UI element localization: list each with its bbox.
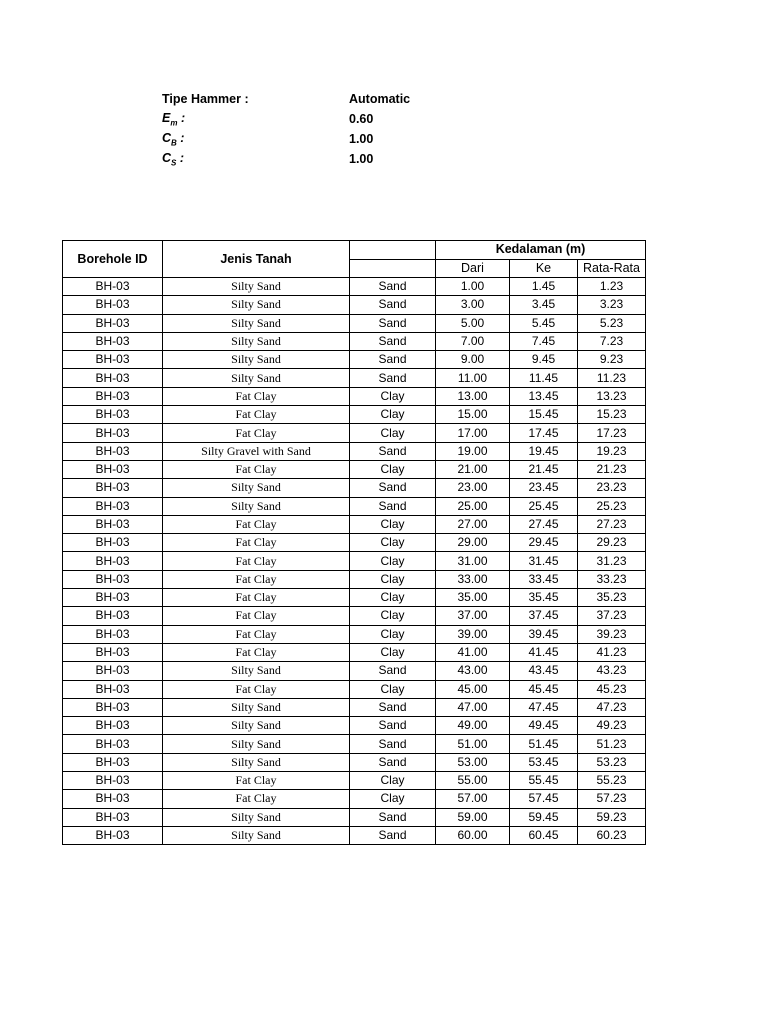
table-row bbox=[63, 552, 646, 570]
cell-jenis-tanah: Silty Sand bbox=[163, 497, 350, 515]
cell-classification: Sand bbox=[350, 717, 436, 735]
cell-jenis-tanah: Fat Clay bbox=[163, 552, 350, 570]
cell-jenis-tanah: Fat Clay bbox=[163, 570, 350, 588]
param-value: Automatic bbox=[349, 92, 411, 106]
cell-dari: 19.00 bbox=[436, 442, 510, 460]
cell-borehole-id: BH-03 bbox=[63, 826, 163, 844]
cell-classification: Clay bbox=[350, 515, 436, 533]
cell-jenis-tanah: Fat Clay bbox=[163, 424, 350, 442]
cell-jenis-tanah: Fat Clay bbox=[163, 515, 350, 533]
cell-ke: 9.45 bbox=[510, 351, 578, 369]
cell-classification: Sand bbox=[350, 808, 436, 826]
header-dari: Dari bbox=[436, 259, 510, 278]
cell-classification: Clay bbox=[350, 643, 436, 661]
cell-rata-rata: 1.23 bbox=[578, 278, 646, 296]
cell-rata-rata: 9.23 bbox=[578, 351, 646, 369]
cell-ke: 37.45 bbox=[510, 607, 578, 625]
cell-ke: 39.45 bbox=[510, 625, 578, 643]
cell-classification: Clay bbox=[350, 607, 436, 625]
table-row bbox=[63, 460, 646, 478]
cell-ke: 27.45 bbox=[510, 515, 578, 533]
cell-dari: 43.00 bbox=[436, 662, 510, 680]
cell-rata-rata: 37.23 bbox=[578, 607, 646, 625]
cell-rata-rata: 45.23 bbox=[578, 680, 646, 698]
cell-rata-rata: 41.23 bbox=[578, 643, 646, 661]
cell-ke: 3.45 bbox=[510, 296, 578, 314]
cell-dari: 27.00 bbox=[436, 515, 510, 533]
cell-classification: Clay bbox=[350, 460, 436, 478]
cell-jenis-tanah: Silty Sand bbox=[163, 369, 350, 387]
table-row bbox=[63, 278, 646, 296]
cell-borehole-id: BH-03 bbox=[63, 442, 163, 460]
cell-rata-rata: 57.23 bbox=[578, 790, 646, 808]
cell-ke: 41.45 bbox=[510, 643, 578, 661]
cell-classification: Sand bbox=[350, 662, 436, 680]
cell-rata-rata: 29.23 bbox=[578, 534, 646, 552]
table-row bbox=[63, 534, 646, 552]
cell-jenis-tanah: Silty Sand bbox=[163, 296, 350, 314]
cell-borehole-id: BH-03 bbox=[63, 369, 163, 387]
cell-jenis-tanah: Fat Clay bbox=[163, 607, 350, 625]
header-jenis-tanah: Jenis Tanah bbox=[163, 241, 350, 278]
cell-ke: 43.45 bbox=[510, 662, 578, 680]
param-subscript: m bbox=[170, 118, 178, 128]
cell-dari: 47.00 bbox=[436, 698, 510, 716]
table-row bbox=[63, 515, 646, 533]
param-label: Tipe Hammer : bbox=[162, 92, 249, 106]
cell-ke: 55.45 bbox=[510, 772, 578, 790]
cell-borehole-id: BH-03 bbox=[63, 625, 163, 643]
cell-ke: 15.45 bbox=[510, 406, 578, 424]
table-body bbox=[63, 278, 646, 845]
table-row bbox=[63, 717, 646, 735]
cell-ke: 29.45 bbox=[510, 534, 578, 552]
cell-borehole-id: BH-03 bbox=[63, 515, 163, 533]
cell-rata-rata: 43.23 bbox=[578, 662, 646, 680]
cell-rata-rata: 21.23 bbox=[578, 460, 646, 478]
param-label bbox=[162, 131, 349, 148]
table-row bbox=[63, 424, 646, 442]
cell-classification: Clay bbox=[350, 387, 436, 405]
table-row bbox=[63, 735, 646, 753]
cell-classification: Clay bbox=[350, 589, 436, 607]
cell-dari: 1.00 bbox=[436, 278, 510, 296]
cell-ke: 17.45 bbox=[510, 424, 578, 442]
cell-rata-rata: 5.23 bbox=[578, 314, 646, 332]
cell-ke: 33.45 bbox=[510, 570, 578, 588]
param-label bbox=[162, 111, 349, 128]
cell-borehole-id: BH-03 bbox=[63, 534, 163, 552]
cell-dari: 25.00 bbox=[436, 497, 510, 515]
cell-jenis-tanah: Silty Sand bbox=[163, 698, 350, 716]
cell-classification: Sand bbox=[350, 479, 436, 497]
cell-dari: 35.00 bbox=[436, 589, 510, 607]
cell-rata-rata: 59.23 bbox=[578, 808, 646, 826]
cell-borehole-id: BH-03 bbox=[63, 351, 163, 369]
param-suffix: : bbox=[177, 110, 186, 125]
cell-borehole-id: BH-03 bbox=[63, 460, 163, 478]
cell-jenis-tanah: Fat Clay bbox=[163, 790, 350, 808]
param-symbol: C bbox=[162, 150, 172, 165]
cell-rata-rata: 35.23 bbox=[578, 589, 646, 607]
table-header-row bbox=[63, 241, 646, 260]
cell-dari: 59.00 bbox=[436, 808, 510, 826]
cell-rata-rata: 19.23 bbox=[578, 442, 646, 460]
cell-classification: Sand bbox=[350, 753, 436, 771]
cell-jenis-tanah: Fat Clay bbox=[163, 406, 350, 424]
param-value: 1.00 bbox=[349, 152, 374, 166]
cell-borehole-id: BH-03 bbox=[63, 406, 163, 424]
cell-rata-rata: 60.23 bbox=[578, 826, 646, 844]
cell-jenis-tanah: Silty Sand bbox=[163, 314, 350, 332]
table-row bbox=[63, 680, 646, 698]
cell-borehole-id: BH-03 bbox=[63, 662, 163, 680]
cell-borehole-id: BH-03 bbox=[63, 314, 163, 332]
cell-ke: 21.45 bbox=[510, 460, 578, 478]
cell-jenis-tanah: Silty Gravel with Sand bbox=[163, 442, 350, 460]
param-subscript: B bbox=[171, 138, 177, 148]
cell-dari: 13.00 bbox=[436, 387, 510, 405]
cell-dari: 7.00 bbox=[436, 332, 510, 350]
cell-jenis-tanah: Fat Clay bbox=[163, 643, 350, 661]
cell-ke: 25.45 bbox=[510, 497, 578, 515]
table-row bbox=[63, 772, 646, 790]
cell-rata-rata: 15.23 bbox=[578, 406, 646, 424]
header-rata-rata: Rata-Rata bbox=[578, 259, 646, 278]
cell-rata-rata: 53.23 bbox=[578, 753, 646, 771]
cell-jenis-tanah: Fat Clay bbox=[163, 534, 350, 552]
cell-jenis-tanah: Silty Sand bbox=[163, 662, 350, 680]
cell-jenis-tanah: Fat Clay bbox=[163, 625, 350, 643]
cell-borehole-id: BH-03 bbox=[63, 772, 163, 790]
cell-rata-rata: 25.23 bbox=[578, 497, 646, 515]
cell-borehole-id: BH-03 bbox=[63, 387, 163, 405]
cell-classification: Clay bbox=[350, 625, 436, 643]
cell-borehole-id: BH-03 bbox=[63, 643, 163, 661]
table-row bbox=[63, 808, 646, 826]
cell-borehole-id: BH-03 bbox=[63, 552, 163, 570]
cell-rata-rata: 47.23 bbox=[578, 698, 646, 716]
cell-dari: 5.00 bbox=[436, 314, 510, 332]
table-row bbox=[63, 643, 646, 661]
table-row bbox=[63, 479, 646, 497]
cell-ke: 5.45 bbox=[510, 314, 578, 332]
cell-classification: Sand bbox=[350, 332, 436, 350]
cell-classification: Sand bbox=[350, 698, 436, 716]
table-row bbox=[63, 351, 646, 369]
cell-dari: 49.00 bbox=[436, 717, 510, 735]
cell-borehole-id: BH-03 bbox=[63, 680, 163, 698]
table-row bbox=[63, 826, 646, 844]
cell-classification: Clay bbox=[350, 570, 436, 588]
cell-jenis-tanah: Silty Sand bbox=[163, 332, 350, 350]
cell-jenis-tanah: Silty Sand bbox=[163, 753, 350, 771]
cell-ke: 53.45 bbox=[510, 753, 578, 771]
cell-borehole-id: BH-03 bbox=[63, 278, 163, 296]
cell-jenis-tanah: Silty Sand bbox=[163, 808, 350, 826]
cell-dari: 51.00 bbox=[436, 735, 510, 753]
cell-borehole-id: BH-03 bbox=[63, 735, 163, 753]
param-row-hammer-type bbox=[162, 89, 410, 109]
cell-dari: 21.00 bbox=[436, 460, 510, 478]
cell-ke: 59.45 bbox=[510, 808, 578, 826]
cell-dari: 37.00 bbox=[436, 607, 510, 625]
param-row-em bbox=[162, 109, 410, 129]
cell-ke: 57.45 bbox=[510, 790, 578, 808]
cell-jenis-tanah: Fat Clay bbox=[163, 680, 350, 698]
cell-dari: 45.00 bbox=[436, 680, 510, 698]
cell-classification: Clay bbox=[350, 406, 436, 424]
cell-dari: 29.00 bbox=[436, 534, 510, 552]
cell-rata-rata: 27.23 bbox=[578, 515, 646, 533]
cell-dari: 3.00 bbox=[436, 296, 510, 314]
cell-dari: 23.00 bbox=[436, 479, 510, 497]
cell-borehole-id: BH-03 bbox=[63, 698, 163, 716]
cell-dari: 33.00 bbox=[436, 570, 510, 588]
cell-classification: Sand bbox=[350, 314, 436, 332]
cell-jenis-tanah: Silty Sand bbox=[163, 278, 350, 296]
cell-ke: 47.45 bbox=[510, 698, 578, 716]
cell-classification: Clay bbox=[350, 790, 436, 808]
cell-classification: Clay bbox=[350, 534, 436, 552]
header-kedalaman: Kedalaman (m) bbox=[436, 241, 646, 260]
cell-rata-rata: 23.23 bbox=[578, 479, 646, 497]
cell-ke: 1.45 bbox=[510, 278, 578, 296]
cell-jenis-tanah: Fat Clay bbox=[163, 460, 350, 478]
cell-borehole-id: BH-03 bbox=[63, 479, 163, 497]
cell-jenis-tanah: Fat Clay bbox=[163, 772, 350, 790]
cell-ke: 49.45 bbox=[510, 717, 578, 735]
cell-rata-rata: 49.23 bbox=[578, 717, 646, 735]
cell-borehole-id: BH-03 bbox=[63, 589, 163, 607]
table-row bbox=[63, 497, 646, 515]
cell-dari: 9.00 bbox=[436, 351, 510, 369]
cell-dari: 39.00 bbox=[436, 625, 510, 643]
param-suffix: : bbox=[176, 130, 185, 145]
hammer-parameters bbox=[162, 89, 410, 169]
table-row bbox=[63, 570, 646, 588]
cell-rata-rata: 11.23 bbox=[578, 369, 646, 387]
cell-ke: 51.45 bbox=[510, 735, 578, 753]
cell-borehole-id: BH-03 bbox=[63, 607, 163, 625]
cell-borehole-id: BH-03 bbox=[63, 753, 163, 771]
cell-classification: Clay bbox=[350, 680, 436, 698]
cell-classification: Sand bbox=[350, 826, 436, 844]
cell-rata-rata: 13.23 bbox=[578, 387, 646, 405]
table-row bbox=[63, 790, 646, 808]
cell-ke: 45.45 bbox=[510, 680, 578, 698]
header-borehole-id: Borehole ID bbox=[63, 241, 163, 278]
header-classification-lower bbox=[350, 259, 436, 278]
cell-dari: 57.00 bbox=[436, 790, 510, 808]
param-row-cs bbox=[162, 149, 410, 169]
cell-dari: 17.00 bbox=[436, 424, 510, 442]
table-row bbox=[63, 369, 646, 387]
cell-jenis-tanah: Silty Sand bbox=[163, 351, 350, 369]
cell-jenis-tanah: Fat Clay bbox=[163, 589, 350, 607]
cell-ke: 23.45 bbox=[510, 479, 578, 497]
cell-ke: 7.45 bbox=[510, 332, 578, 350]
param-suffix: : bbox=[176, 150, 185, 165]
param-value: 0.60 bbox=[349, 112, 374, 126]
table-row bbox=[63, 442, 646, 460]
cell-rata-rata: 7.23 bbox=[578, 332, 646, 350]
cell-rata-rata: 31.23 bbox=[578, 552, 646, 570]
table-row bbox=[63, 698, 646, 716]
cell-jenis-tanah: Silty Sand bbox=[163, 479, 350, 497]
cell-classification: Sand bbox=[350, 369, 436, 387]
param-label bbox=[162, 151, 349, 168]
cell-dari: 31.00 bbox=[436, 552, 510, 570]
cell-borehole-id: BH-03 bbox=[63, 717, 163, 735]
cell-dari: 53.00 bbox=[436, 753, 510, 771]
cell-jenis-tanah: Silty Sand bbox=[163, 717, 350, 735]
table-row bbox=[63, 296, 646, 314]
cell-classification: Sand bbox=[350, 735, 436, 753]
cell-borehole-id: BH-03 bbox=[63, 296, 163, 314]
cell-ke: 19.45 bbox=[510, 442, 578, 460]
cell-ke: 11.45 bbox=[510, 369, 578, 387]
cell-jenis-tanah: Fat Clay bbox=[163, 387, 350, 405]
cell-dari: 55.00 bbox=[436, 772, 510, 790]
cell-dari: 60.00 bbox=[436, 826, 510, 844]
table-row bbox=[63, 406, 646, 424]
cell-classification: Clay bbox=[350, 552, 436, 570]
cell-borehole-id: BH-03 bbox=[63, 497, 163, 515]
cell-jenis-tanah: Silty Sand bbox=[163, 735, 350, 753]
cell-classification: Clay bbox=[350, 772, 436, 790]
cell-rata-rata: 33.23 bbox=[578, 570, 646, 588]
cell-borehole-id: BH-03 bbox=[63, 790, 163, 808]
param-row-cb bbox=[162, 129, 410, 149]
param-symbol: C bbox=[162, 130, 172, 145]
cell-borehole-id: BH-03 bbox=[63, 808, 163, 826]
cell-jenis-tanah: Silty Sand bbox=[163, 826, 350, 844]
param-value: 1.00 bbox=[349, 132, 374, 146]
cell-borehole-id: BH-03 bbox=[63, 570, 163, 588]
cell-classification: Clay bbox=[350, 424, 436, 442]
cell-rata-rata: 3.23 bbox=[578, 296, 646, 314]
table-row bbox=[63, 625, 646, 643]
table-row bbox=[63, 607, 646, 625]
cell-ke: 31.45 bbox=[510, 552, 578, 570]
soil-data-table bbox=[62, 240, 646, 845]
cell-borehole-id: BH-03 bbox=[63, 332, 163, 350]
table-row bbox=[63, 387, 646, 405]
cell-rata-rata: 17.23 bbox=[578, 424, 646, 442]
cell-classification: Sand bbox=[350, 278, 436, 296]
cell-ke: 13.45 bbox=[510, 387, 578, 405]
cell-dari: 11.00 bbox=[436, 369, 510, 387]
header-ke: Ke bbox=[510, 259, 578, 278]
table-row bbox=[63, 662, 646, 680]
cell-rata-rata: 51.23 bbox=[578, 735, 646, 753]
cell-dari: 15.00 bbox=[436, 406, 510, 424]
table-row bbox=[63, 753, 646, 771]
cell-classification: Sand bbox=[350, 351, 436, 369]
cell-rata-rata: 39.23 bbox=[578, 625, 646, 643]
table-row bbox=[63, 314, 646, 332]
cell-classification: Sand bbox=[350, 296, 436, 314]
cell-borehole-id: BH-03 bbox=[63, 424, 163, 442]
table-row bbox=[63, 589, 646, 607]
cell-ke: 60.45 bbox=[510, 826, 578, 844]
cell-classification: Sand bbox=[350, 442, 436, 460]
param-subscript: S bbox=[171, 158, 177, 168]
cell-rata-rata: 55.23 bbox=[578, 772, 646, 790]
cell-dari: 41.00 bbox=[436, 643, 510, 661]
header-classification bbox=[350, 241, 436, 260]
table-row bbox=[63, 332, 646, 350]
param-symbol: E bbox=[162, 110, 171, 125]
cell-ke: 35.45 bbox=[510, 589, 578, 607]
cell-classification: Sand bbox=[350, 497, 436, 515]
